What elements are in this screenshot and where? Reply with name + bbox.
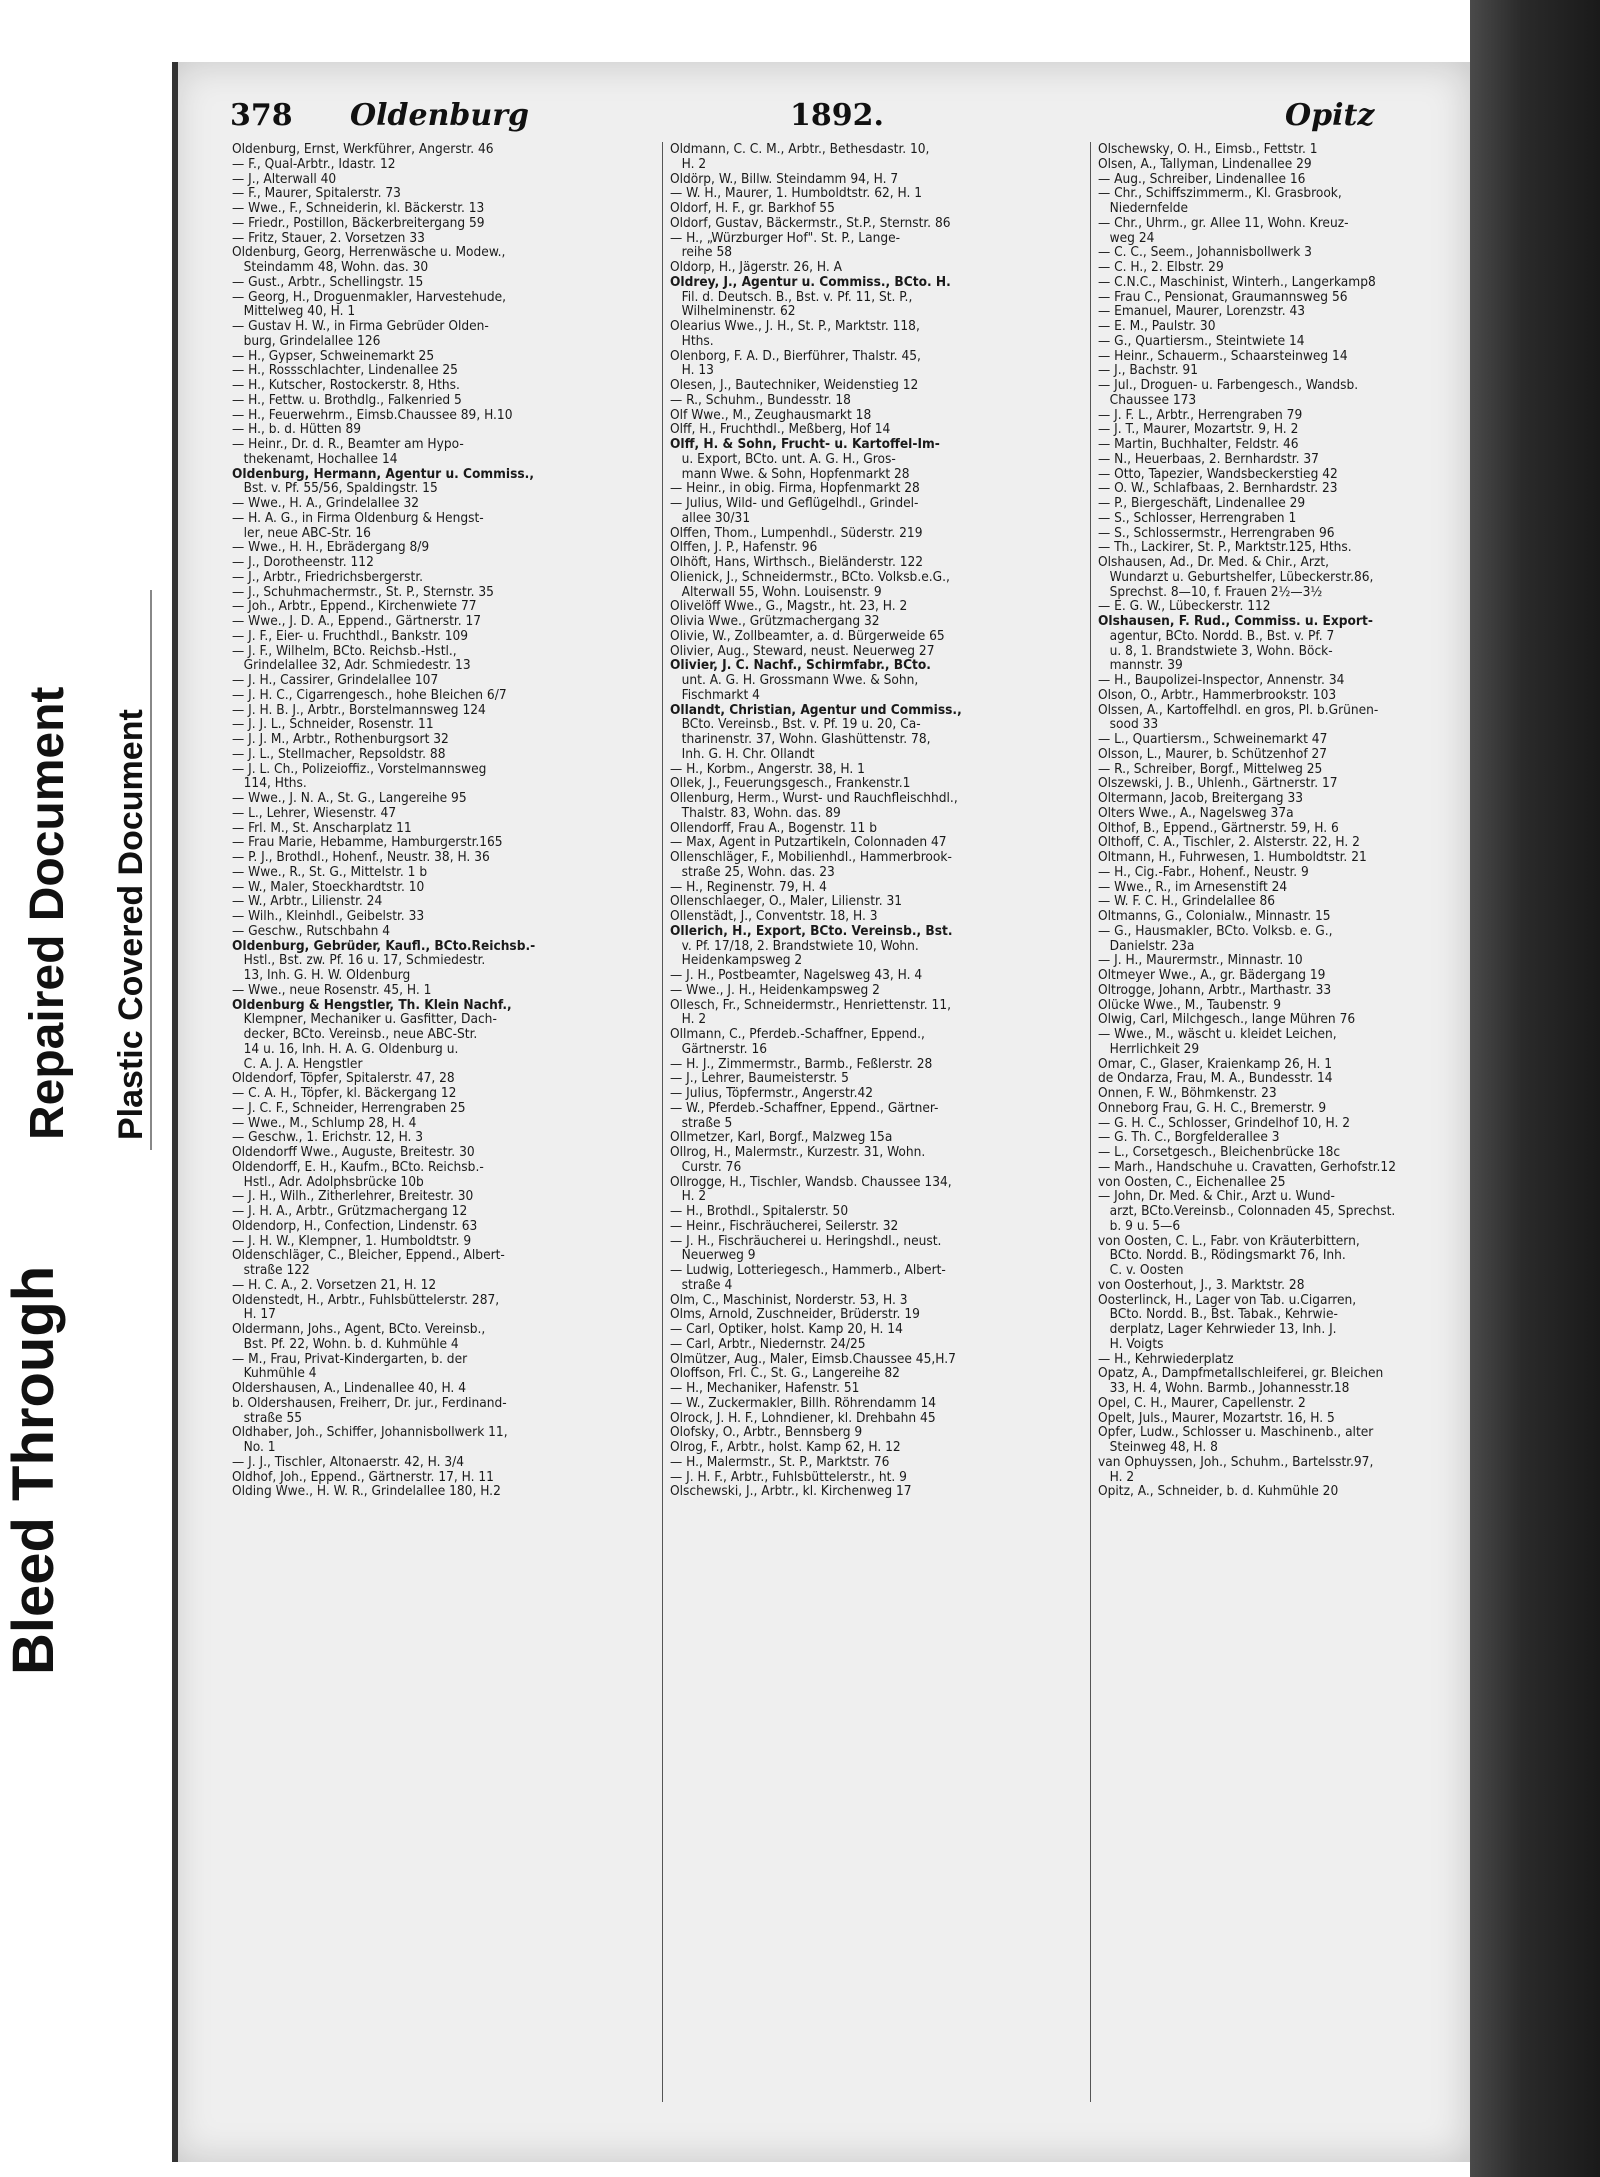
directory-entry: — F., Qual-Arbtr., Idastr. 12 [232,156,396,172]
directory-entry: Oldenschläger, C., Bleicher, Eppend., Albert- [232,1248,505,1263]
directory-entry: — H., Cig.-Fabr., Hohenf., Neustr. 9 [1098,864,1309,880]
directory-entry: Oldendorf, Töpfer, Spitalerstr. 47, 28 [232,1071,455,1086]
directory-entry: mannstr. 39 [1098,658,1183,673]
directory-entry: Gärtnerstr. 16 [670,1041,768,1057]
directory-entry: — Frau Marie, Hebamme, Hamburgerstr.165 [232,835,503,850]
directory-entry: Chaussee 173 [1098,392,1197,408]
directory-entry: straße 25, Wohn. das. 23 [670,864,835,880]
directory-entry: Ollrogge, H., Tischler, Wandsb. Chaussee 134, [670,1174,952,1190]
directory-entry: Olmützer, Aug., Maler, Eimsb.Chaussee 45,H.7 [670,1351,956,1367]
directory-entry: Olivia Wwe., Grützmachergang 32 [670,614,880,629]
directory-entry: arzt, BCto.Vereinsb., Colonnaden 45, Sprechst. [1098,1204,1396,1219]
directory-entry: BCto. Vereinsb., Bst. v. Pf. 19 u. 20, Ca- [670,717,921,732]
directory-entry: Curstr. 76 [670,1159,742,1175]
directory-entry: — Ludwig, Lotteriegesch., Hammerb., Albert- [670,1263,946,1278]
directory-entry: — Aug., Schreiber, Lindenallee 16 [1098,171,1306,187]
directory-entry: Oldhof, Joh., Eppend., Gärtnerstr. 17, H. 11 [232,1469,494,1485]
directory-entry: Opitz, A., Schneider, b. d. Kuhmühle 20 [1098,1484,1339,1499]
directory-entry: burg, Grindelallee 126 [232,333,381,349]
directory-entry: sood 33 [1098,717,1159,732]
directory-entry: — J. H., Fischräucherei u. Heringshdl., neust. [670,1233,942,1249]
directory-entry: — H., Brothdl., Spitalerstr. 50 [670,1204,849,1219]
directory-entry: Olivier, Aug., Steward, neust. Neuerweg 27 [670,643,935,659]
directory-entry: straße 4 [670,1277,733,1293]
directory-entry: — Wwe., M., wäscht u. kleidet Leichen, [1098,1027,1337,1042]
directory-entry: b. Oldershausen, Freiherr, Dr. jur., Ferdinand- [232,1395,507,1411]
directory-entry: — Chr., Schiffszimmerm., Kl. Grasbrook, [1098,186,1342,201]
plastic-covered-label: Plastic Covered Document [112,709,150,1140]
directory-entry: — J. J. M., Arbtr., Rothenburgsort 32 [232,732,449,747]
directory-entry: Olrog, F., Arbtr., holst. Kamp 62, H. 12 [670,1440,901,1455]
directory-entry: — J. H., Maurermstr., Minnastr. 10 [1098,953,1303,968]
directory-entry: Ollandt, Christian, Agentur und Commiss., [670,702,962,718]
directory-entry: Oldendorff Wwe., Auguste, Breitestr. 30 [232,1145,475,1160]
directory-entry: — L., Lehrer, Wiesenstr. 47 [232,805,397,821]
directory-entry: Olf Wwe., M., Zeughausmarkt 18 [670,407,872,423]
directory-entry: — J. H., Wilh., Zitherlehrer, Breitestr. 30 [232,1189,474,1204]
directory-entry: Olsson, L., Maurer, b. Schützenhof 27 [1098,746,1328,762]
directory-entry: Olofsky, O., Arbtr., Bennsberg 9 [670,1425,863,1440]
directory-entry: Oldorp, H., Jägerstr. 26, H. A [670,260,842,275]
directory-entry: — Heinr., Fischräucherei, Seilerstr. 32 [670,1218,899,1234]
directory-entry: Olm, C., Maschinist, Norderstr. 53, H. 3 [670,1292,908,1308]
directory-entry: 14 u. 16, Inh. H. A. G. Oldenburg u. [232,1041,459,1057]
directory-entry: — H., Mechaniker, Hafenstr. 51 [670,1381,860,1396]
column-divider [1090,142,1091,2102]
directory-entry: — C. C., Seem., Johannisbollwerk 3 [1098,245,1312,260]
directory-entry: Steindamm 48, Wohn. das. 30 [232,260,429,275]
directory-entry: straße 5 [670,1115,733,1131]
directory-entry: — John, Dr. Med. & Chir., Arzt u. Wund- [1098,1189,1335,1204]
directory-entry: von Oosterhout, J., 3. Marktstr. 28 [1098,1277,1305,1293]
scanner-edge-shadow [1470,0,1600,2177]
directory-entry: Oldershausen, A., Lindenallee 40, H. 4 [232,1381,466,1396]
directory-entry: Olivie, W., Zollbeamter, a. d. Bürgerweide 65 [670,628,945,644]
directory-entry: Omar, C., Glaser, Kraienkamp 26, H. 1 [1098,1056,1333,1072]
directory-entry: — Carl, Optiker, holst. Kamp 20, H. 14 [670,1322,903,1337]
directory-entry: — J., Alterwall 40 [232,171,337,187]
directory-entry: — Wwe., R., St. G., Mittelstr. 1 b [232,864,428,880]
directory-entry: Olms, Arnold, Zuschneider, Brüderstr. 19 [670,1307,920,1322]
directory-entry: Olwig, Carl, Milchgesch., lange Mühren 76 [1098,1012,1356,1027]
directory-entry: — J. J., Tischler, Altonaerstr. 42, H. 3/4 [232,1454,465,1470]
directory-entry: — Emanuel, Maurer, Lorenzstr. 43 [1098,304,1306,319]
directory-entry: — H., Reginenstr. 79, H. 4 [670,879,827,895]
directory-column-2 [670,142,1080,2122]
directory-entry: — Gust., Arbtr., Schellingstr. 15 [232,274,424,290]
directory-entry: — J. H., Cassirer, Grindelallee 107 [232,673,439,688]
directory-entry: Oloffson, Frl. C., St. G., Langereihe 82 [670,1366,900,1381]
directory-entry: — Julius, Wild- und Geflügelhdl., Grindel- [670,496,919,511]
directory-entry: — H. A. G., in Firma Oldenburg & Hengst- [232,510,484,526]
directory-entry: u. 8, 1. Brandstwiete 3, Wohn. Böck- [1098,643,1333,659]
year-heading: 1892. [790,98,884,133]
directory-entry: Olff, H., Fruchthdl., Meßberg, Hof 14 [670,422,891,437]
directory-entry: — G. H. C., Schlosser, Grindelhof 10, H. 2 [1098,1115,1351,1131]
directory-entry: Oltmanns, G., Colonialw., Minnastr. 15 [1098,909,1331,924]
directory-entry: BCto. Nordd. B., Bst. Tabak., Kehrwie- [1098,1307,1338,1322]
directory-entry: Olearius Wwe., J. H., St. P., Marktstr. 118, [670,319,920,334]
column-divider [662,142,663,2102]
directory-entry: — P., Biergeschäft, Lindenallee 29 [1098,496,1306,511]
directory-entry: H. 17 [232,1307,276,1322]
directory-entry: Oltmeyer Wwe., A., gr. Bädergang 19 [1098,968,1326,983]
directory-entry: thekenamt, Hochallee 14 [232,451,398,467]
directory-entry: Oldenburg, Georg, Herrenwäsche u. Modew., [232,245,506,260]
directory-entry: — P. J., Brothdl., Hohenf., Neustr. 38, H. 36 [232,850,490,865]
directory-entry: Oldendorff, E. H., Kaufm., BCto. Reichsb.- [232,1159,484,1175]
directory-entry: — J. F., Eier- u. Fruchthdl., Bankstr. 109 [232,628,469,644]
directory-entry: unt. A. G. H. Grossmann Wwe. & Sohn, [670,673,919,688]
directory-entry: — Gustav H. W., in Firma Gebrüder Olden- [232,319,489,334]
directory-entry: van Ophuyssen, Joh., Schuhm., Bartelsstr.97, [1098,1454,1374,1470]
directory-entry: Bst. v. Pf. 55/56, Spaldingstr. 15 [232,481,438,496]
directory-entry: — Geschw., Rutschbahn 4 [232,923,391,939]
directory-entry: — R., Schreiber, Borgf., Mittelweg 25 [1098,761,1323,777]
directory-entry: — O. W., Schlafbaas, 2. Bernhardstr. 23 [1098,481,1338,496]
directory-entry: H. Voigts [1098,1336,1164,1352]
directory-entry: Olschewski, J., Arbtr., kl. Kirchenweg 17 [670,1484,912,1499]
directory-entry: — L., Corsetgesch., Bleichenbrücke 18c [1098,1145,1341,1160]
directory-entry: Olding Wwe., H. W. R., Grindelallee 180, H.2 [232,1484,501,1499]
directory-entry: Olienick, J., Schneidermstr., BCto. Volksb.e.G., [670,569,950,585]
directory-entry: — Frau C., Pensionat, Graumannsweg 56 [1098,289,1348,305]
directory-entry: Olters Wwe., A., Nagelsweg 37a [1098,805,1294,821]
directory-entry: Ollesch, Fr., Schneidermstr., Henriettenstr. 11, [670,997,951,1013]
directory-entry: — Chr., Uhrm., gr. Allee 11, Wohn. Kreuz- [1098,215,1349,231]
directory-entry: — H., „Würzburger Hof". St. P., Lange- [670,230,901,246]
directory-entry: Olszewski, J. B., Uhlenh., Gärtnerstr. 17 [1098,776,1338,791]
directory-entry: — Wwe., J. H., Heidenkampsweg 2 [670,982,880,998]
directory-entry: — Heinr., Schauerm., Schaarsteinweg 14 [1098,348,1348,364]
directory-entry: C. A. J. A. Hengstler [232,1056,363,1072]
directory-entry: Olesen, J., Bautechniker, Weidenstieg 12 [670,378,919,393]
directory-entry: — Wwe., J. D. A., Eppend., Gärtnerstr. 17 [232,614,482,629]
directory-entry: — J., Bachstr. 91 [1098,363,1198,378]
directory-entry: Wundarzt u. Geburtshelfer, Lübeckerstr.86, [1098,569,1374,585]
directory-entry: Olsen, A., Tallyman, Lindenallee 29 [1098,156,1312,172]
directory-entry: Oltermann, Jacob, Breitergang 33 [1098,791,1304,806]
directory-entry: — Friedr., Postillon, Bäckerbreitergang 59 [232,215,485,231]
directory-entry: — J. H. C., Cigarrengesch., hohe Bleichen 6/7 [232,687,507,703]
directory-entry: Oldenburg, Gebrüder, Kaufl., BCto.Reichsb.- [232,938,536,954]
directory-entry: — F., Maurer, Spitalerstr. 73 [232,186,401,201]
directory-entry: — G. Th. C., Borgfelderallee 3 [1098,1130,1280,1145]
directory-entry: de Ondarza, Frau, M. A., Bundesstr. 14 [1098,1071,1333,1086]
directory-entry: Ollmetzer, Karl, Borgf., Malzweg 15a [670,1130,893,1145]
directory-entry: — Georg, H., Droguenmakler, Harvestehude, [232,289,507,305]
directory-entry: — H. J., Zimmermstr., Barmb., Feßlerstr. 28 [670,1056,933,1072]
directory-entry: — Fritz, Stauer, 2. Vorsetzen 33 [232,230,425,246]
directory-entry: — Wwe., H. A., Grindelallee 32 [232,496,420,511]
directory-entry: Opel, C. H., Maurer, Capellenstr. 2 [1098,1395,1306,1411]
directory-column-1 [232,142,652,2122]
directory-entry: — J., Dorotheenstr. 112 [232,555,374,570]
directory-entry: Oldorf, Gustav, Bäckermstr., St.P., Sternstr. 86 [670,215,951,231]
directory-entry: Ollrog, H., Malermstr., Kurzestr. 31, Wohn. [670,1145,926,1160]
directory-entry: — Wwe., F., Schneiderin, kl. Bäckerstr. 13 [232,201,485,216]
directory-entry: Hstl., Bst. zw. Pf. 16 u. 17, Schmiedestr. [232,953,486,968]
directory-entry: — Max, Agent in Putzartikeln, Colonnaden 47 [670,835,947,850]
directory-entry: Ollenschlaeger, O., Maler, Lilienstr. 31 [670,894,903,909]
directory-entry: — W. F. C. H., Grindelallee 86 [1098,894,1276,909]
directory-entry: Olson, O., Arbtr., Hammerbrookstr. 103 [1098,687,1337,703]
directory-entry: — H., Kehrwiederplatz [1098,1351,1234,1367]
directory-entry: — Th., Lackirer, St. P., Marktstr.125, Hths. [1098,540,1352,555]
directory-entry: Heidenkampsweg 2 [670,953,803,968]
directory-entry: Olhöft, Hans, Wirthsch., Bieländerstr. 122 [670,555,924,570]
directory-entry: — Marh., Handschuhe u. Cravatten, Gerhofstr.12 [1098,1159,1396,1175]
directory-entry: Ollerich, H., Export, BCto. Vereinsb., Bst. [670,923,953,939]
directory-entry: — Heinr., Dr. d. R., Beamter am Hypo- [232,437,464,452]
directory-entry: Ollmann, C., Pferdeb.-Schaffner, Eppend., [670,1027,925,1042]
directory-entry: — Carl, Arbtr., Niedernstr. 24/25 [670,1336,866,1352]
directory-entry: Inh. G. H. Chr. Ollandt [670,746,815,762]
directory-entry: — J. L. Ch., Polizeioffiz., Vorstelmannsweg [232,761,487,777]
directory-entry: — J., Schuhmachermstr., St. P., Sternstr. 35 [232,584,494,600]
directory-entry: H. 2 [1098,1469,1135,1485]
page-number: 378 [230,98,293,133]
directory-entry: — J. F. L., Arbtr., Herrengraben 79 [1098,407,1303,423]
directory-entry: — G., Hausmakler, BCto. Volksb. e. G., [1098,923,1333,939]
directory-entry: — W., Pferdeb.-Schaffner, Eppend., Gärtner- [670,1100,939,1116]
directory-entry: — G., Quartiersm., Steintwiete 14 [1098,333,1305,349]
directory-entry: — Wwe., J. N. A., St. G., Langereihe 95 [232,791,467,806]
directory-entry: b. 9 u. 5—6 [1098,1218,1181,1234]
directory-entry: — H., Fettw. u. Brothdlg., Falkenried 5 [232,392,462,408]
directory-entry: H. 2 [670,1012,707,1027]
directory-entry: — Wwe., M., Schlump 28, H. 4 [232,1115,417,1131]
directory-entry: u. Export, BCto. unt. A. G. H., Gros- [670,451,896,467]
directory-entry: Olthof, B., Eppend., Gärtnerstr. 59, H. 6 [1098,820,1339,836]
directory-entry: — H., Gypser, Schweinemarkt 25 [232,348,435,364]
directory-entry: — L., Quartiersm., Schweinemarkt 47 [1098,732,1328,747]
directory-entry: Olffen, J. P., Hafenstr. 96 [670,540,818,555]
directory-entry: — J. H. W., Klempner, 1. Humboldtstr. 9 [232,1233,472,1249]
directory-entry: tharinenstr. 37, Wohn. Glashüttenstr. 78, [670,732,931,747]
directory-entry: Wilhelminenstr. 62 [670,304,796,319]
directory-entry: 13, Inh. G. H. W. Oldenburg [232,968,411,983]
page-header [230,98,1420,138]
directory-entry: — Jul., Droguen- u. Farbengesch., Wandsb. [1098,378,1359,393]
directory-entry: — J. H. A., Arbtr., Grützmachergang 12 [232,1204,468,1219]
directory-entry: decker, BCto. Vereinsb., neue ABC-Str. [232,1027,478,1042]
directory-entry: — H., Baupolizei-Inspector, Annenstr. 34 [1098,673,1345,688]
directory-entry: Olssen, A., Kartoffelhdl. en gros, Pl. b.Grünen- [1098,702,1379,718]
directory-entry: Herrlichkeit 29 [1098,1041,1200,1057]
directory-entry: Sprechst. 8—10, f. Frauen 2½—3½ [1098,584,1323,600]
directory-entry: Opatz, A., Dampfmetallschleiferei, gr. Bleichen [1098,1366,1384,1381]
directory-entry: C. v. Oosten [1098,1263,1184,1278]
directory-entry: Oldörp, W., Billw. Steindamm 94, H. 7 [670,171,899,187]
directory-entry: straße 122 [232,1263,310,1278]
repaired-document-label: Repaired Document [21,686,74,1140]
directory-entry: Oldenburg & Hengstler, Th. Klein Nachf., [232,997,512,1013]
directory-entry: — J. F., Wilhelm, BCto. Reichsb.-Hstl., [232,643,457,659]
directory-entry: — S., Schlossermstr., Herrengraben 96 [1098,525,1335,541]
directory-entry: — N., Heuerbaas, 2. Bernhardstr. 37 [1098,451,1319,467]
directory-entry: — Wwe., neue Rosenstr. 45, H. 1 [232,982,432,998]
directory-entry: Oldrey, J., Agentur u. Commiss., BCto. H. [670,274,951,290]
directory-entry: Oltrogge, Johann, Arbtr., Marthastr. 33 [1098,982,1332,998]
directory-entry: — H., b. d. Hütten 89 [232,422,362,437]
directory-entry: Steinweg 48, H. 8 [1098,1440,1218,1455]
directory-entry: — W., Arbtr., Lilienstr. 24 [232,894,383,909]
directory-entry: — Heinr., in obig. Firma, Hopfenmarkt 28 [670,481,920,496]
directory-entry: — J., Arbtr., Friedrichsbergerstr. [232,569,423,585]
directory-entry: Ollenschläger, F., Mobilienhdl., Hammerbrook- [670,850,952,865]
bleed-through-label: Bleed Through [1,1265,66,1675]
directory-entry: — C.N.C., Maschinist, Winterh., Langerkamp8 [1098,274,1376,290]
directory-entry: Onneborg Frau, G. H. C., Bremerstr. 9 [1098,1100,1327,1116]
directory-entry: Oldenburg, Hermann, Agentur u. Commiss., [232,466,534,482]
directory-entry: — Frl. M., St. Anscharplatz 11 [232,820,412,836]
directory-entry: — Geschw., 1. Erichstr. 12, H. 3 [232,1130,424,1145]
directory-entry: — E. G. W., Lübeckerstr. 112 [1098,599,1271,614]
directory-entry: Ollendorff, Frau A., Bogenstr. 11 b [670,820,877,836]
directory-entry: — J. H., Postbeamter, Nagelsweg 43, H. 4 [670,968,923,983]
directory-column-3 [1098,142,1458,2122]
directory-entry: Olffen, Thom., Lumpenhdl., Süderstr. 219 [670,525,923,541]
directory-entry: Olivier, J. C. Nachf., Schirmfabr., BCto. [670,658,931,673]
directory-entry: — Joh., Arbtr., Eppend., Kirchenwiete 77 [232,599,477,614]
directory-entry: — H., Malermstr., St. P., Marktstr. 76 [670,1454,890,1470]
directory-entry: Oldmann, C. C. M., Arbtr., Bethesdastr. 10, [670,142,930,157]
directory-entry: Olücke Wwe., M., Taubenstr. 9 [1098,997,1281,1013]
directory-entry: Oldorf, H. F., gr. Barkhof 55 [670,201,835,216]
directory-entry: H. 2 [670,1189,707,1204]
directory-entry: Kuhmühle 4 [232,1366,317,1381]
directory-entry: Mittelweg 40, H. 1 [232,304,356,319]
directory-entry: — W. H., Maurer, 1. Humboldtstr. 62, H. 1 [670,186,923,201]
directory-entry: Oosterlinck, H., Lager von Tab. u.Cigarren, [1098,1292,1357,1308]
directory-entry: BCto. Nordd. B., Rödingsmarkt 76, Inh. [1098,1248,1346,1263]
directory-entry: Onnen, F. W., Böhmkenstr. 23 [1098,1086,1277,1101]
directory-entry: — J. H. F., Arbtr., Fuhlsbüttelerstr., ht. 9 [670,1469,907,1485]
directory-entry: Olrock, J. H. F., Lohndiener, kl. Drehbahn 45 [670,1410,936,1426]
directory-entry: Klempner, Mechaniker u. Gasfitter, Dach- [232,1012,497,1027]
directory-entry: reihe 58 [670,245,733,260]
directory-entry: — Martin, Buchhalter, Feldstr. 46 [1098,437,1299,452]
directory-entry: straße 55 [232,1410,303,1426]
directory-entry: — Wilh., Kleinhdl., Geibelstr. 33 [232,909,425,924]
directory-entry: Olshausen, F. Rud., Commiss. u. Export- [1098,614,1373,629]
plastic-cover-strip [150,590,166,1150]
directory-entry: allee 30/31 [670,510,751,526]
directory-entry: — C. A. H., Töpfer, kl. Bäckergang 12 [232,1086,457,1101]
directory-entry: — W., Zuckermakler, Billh. Röhrendamm 14 [670,1395,937,1411]
right-running-head: Opitz [1285,98,1375,133]
directory-entry: H. 2 [670,156,707,172]
directory-entry: Alterwall 55, Wohn. Louisenstr. 9 [670,584,882,600]
directory-entry: Olshausen, Ad., Dr. Med. & Chir., Arzt, [1098,555,1329,570]
directory-entry: — H., Feuerwehrm., Eimsb.Chaussee 89, H.10 [232,407,513,423]
directory-entry: Bst. Pf. 22, Wohn. b. d. Kuhmühle 4 [232,1336,459,1352]
directory-entry: Ollenburg, Herm., Wurst- und Rauchfleischhdl., [670,791,958,806]
directory-entry: — S., Schlosser, Herrengraben 1 [1098,510,1297,526]
directory-entry: — J. C. F., Schneider, Herrengraben 25 [232,1100,466,1116]
directory-entry: Fischmarkt 4 [670,687,760,703]
directory-entry: — J. L., Stellmacher, Repsoldstr. 88 [232,746,446,762]
directory-entry: — Wwe., H. H., Ebrädergang 8/9 [232,540,430,555]
directory-entry: Oldenstedt, H., Arbtr., Fuhlsbüttelerstr. 287, [232,1292,500,1308]
page-left-edge [172,62,178,2162]
directory-entry: — M., Frau, Privat-Kindergarten, b. der [232,1351,468,1367]
directory-entry: Oldermann, Johs., Agent, BCto. Vereinsb., [232,1322,486,1337]
directory-entry: Niedernfelde [1098,201,1189,216]
directory-entry: — C. H., 2. Elbstr. 29 [1098,260,1224,275]
directory-entry: Oldhaber, Joh., Schiffer, Johannisbollwerk 11, [232,1425,508,1440]
directory-entry: — W., Maler, Stoeckhardtstr. 10 [232,879,425,895]
directory-entry: Olthoff, C. A., Tischler, 2. Alsterstr. 22, H. 2 [1098,835,1360,850]
directory-entry: Thalstr. 83, Wohn. das. 89 [670,805,841,821]
directory-entry: Hths. [670,333,714,349]
directory-entry: Oldendorp, H., Confection, Lindenstr. 63 [232,1218,478,1234]
directory-entry: Olff, H. & Sohn, Frucht- u. Kartoffel-Im- [670,437,940,452]
directory-entry: Neuerweg 9 [670,1248,756,1263]
directory-entry: — Julius, Töpfermstr., Angerstr.42 [670,1086,874,1101]
directory-entry: — R., Schuhm., Bundesstr. 18 [670,392,851,408]
directory-entry: Olenborg, F. A. D., Bierführer, Thalstr. 45, [670,348,921,364]
directory-entry: — H., Rossschlachter, Lindenallee 25 [232,363,458,378]
directory-entry: Ollenstädt, J., Conventstr. 18, H. 3 [670,909,878,924]
directory-entry: H. 13 [670,363,714,378]
directory-entry: 33, H. 4, Wohn. Barmb., Johannesstr.18 [1098,1381,1350,1396]
directory-entry: Danielstr. 23a [1098,938,1195,954]
directory-entry: Olivelöff Wwe., G., Magstr., ht. 23, H. 2 [670,599,908,614]
directory-entry: Oldenburg, Ernst, Werkführer, Angerstr. 46 [232,142,494,157]
directory-entry: — E. M., Paulstr. 30 [1098,319,1216,334]
directory-entry: — J. T., Maurer, Mozartstr. 9, H. 2 [1098,422,1299,437]
directory-entry: — J. J. L., Schneider, Rosenstr. 11 [232,717,434,732]
directory-entry: — J., Lehrer, Baumeisterstr. 5 [670,1071,849,1086]
directory-entry: Ollek, J., Feuerungsgesch., Frankenstr.1 [670,776,911,791]
directory-entry: — H., Kutscher, Rostockerstr. 8, Hths. [232,378,460,393]
directory-entry: Fil. d. Deutsch. B., Bst. v. Pf. 11, St. P., [670,289,913,305]
directory-entry: von Oosten, C. L., Fabr. von Kräuterbittern, [1098,1233,1360,1249]
directory-entry: — Otto, Tapezier, Wandsbeckerstieg 42 [1098,466,1338,482]
directory-entry: von Oosten, C., Eichenallee 25 [1098,1174,1286,1190]
directory-entry: — H., Korbm., Angerstr. 38, H. 1 [670,761,865,777]
directory-entry: — J. H. B. J., Arbtr., Borstelmannsweg 124 [232,702,486,718]
directory-entry: agentur, BCto. Nordd. B., Bst. v. Pf. 7 [1098,628,1335,644]
directory-entry: Opfer, Ludw., Schlosser u. Maschinenb., alter [1098,1425,1374,1440]
directory-entry: v. Pf. 17/18, 2. Brandstwiete 10, Wohn. [670,938,919,954]
directory-entry: No. 1 [232,1440,276,1455]
directory-entry: weg 24 [1098,230,1155,246]
directory-entry: 114, Hths. [232,776,307,791]
left-running-head: Oldenburg [350,98,529,133]
directory-entry: mann Wwe. & Sohn, Hopfenmarkt 28 [670,466,910,482]
directory-entry: — Wwe., R., im Arnesenstift 24 [1098,879,1288,895]
directory-entry: ler, neue ABC-Str. 16 [232,525,371,541]
directory-entry: Opelt, Juls., Maurer, Mozartstr. 16, H. 5 [1098,1410,1335,1426]
directory-entry: Hstl., Adr. Adolphsbrücke 10b [232,1174,424,1190]
directory-entry: Olschewsky, O. H., Eimsb., Fettstr. 1 [1098,142,1318,157]
directory-entry: — H. C. A., 2. Vorsetzen 21, H. 12 [232,1277,437,1293]
directory-entry: Grindelallee 32, Adr. Schmiedestr. 13 [232,658,471,673]
directory-entry: Oltmann, H., Fuhrwesen, 1. Humboldtstr. 21 [1098,850,1367,865]
directory-entry: derplatz, Lager Kehrwieder 13, Inh. J. [1098,1322,1337,1337]
